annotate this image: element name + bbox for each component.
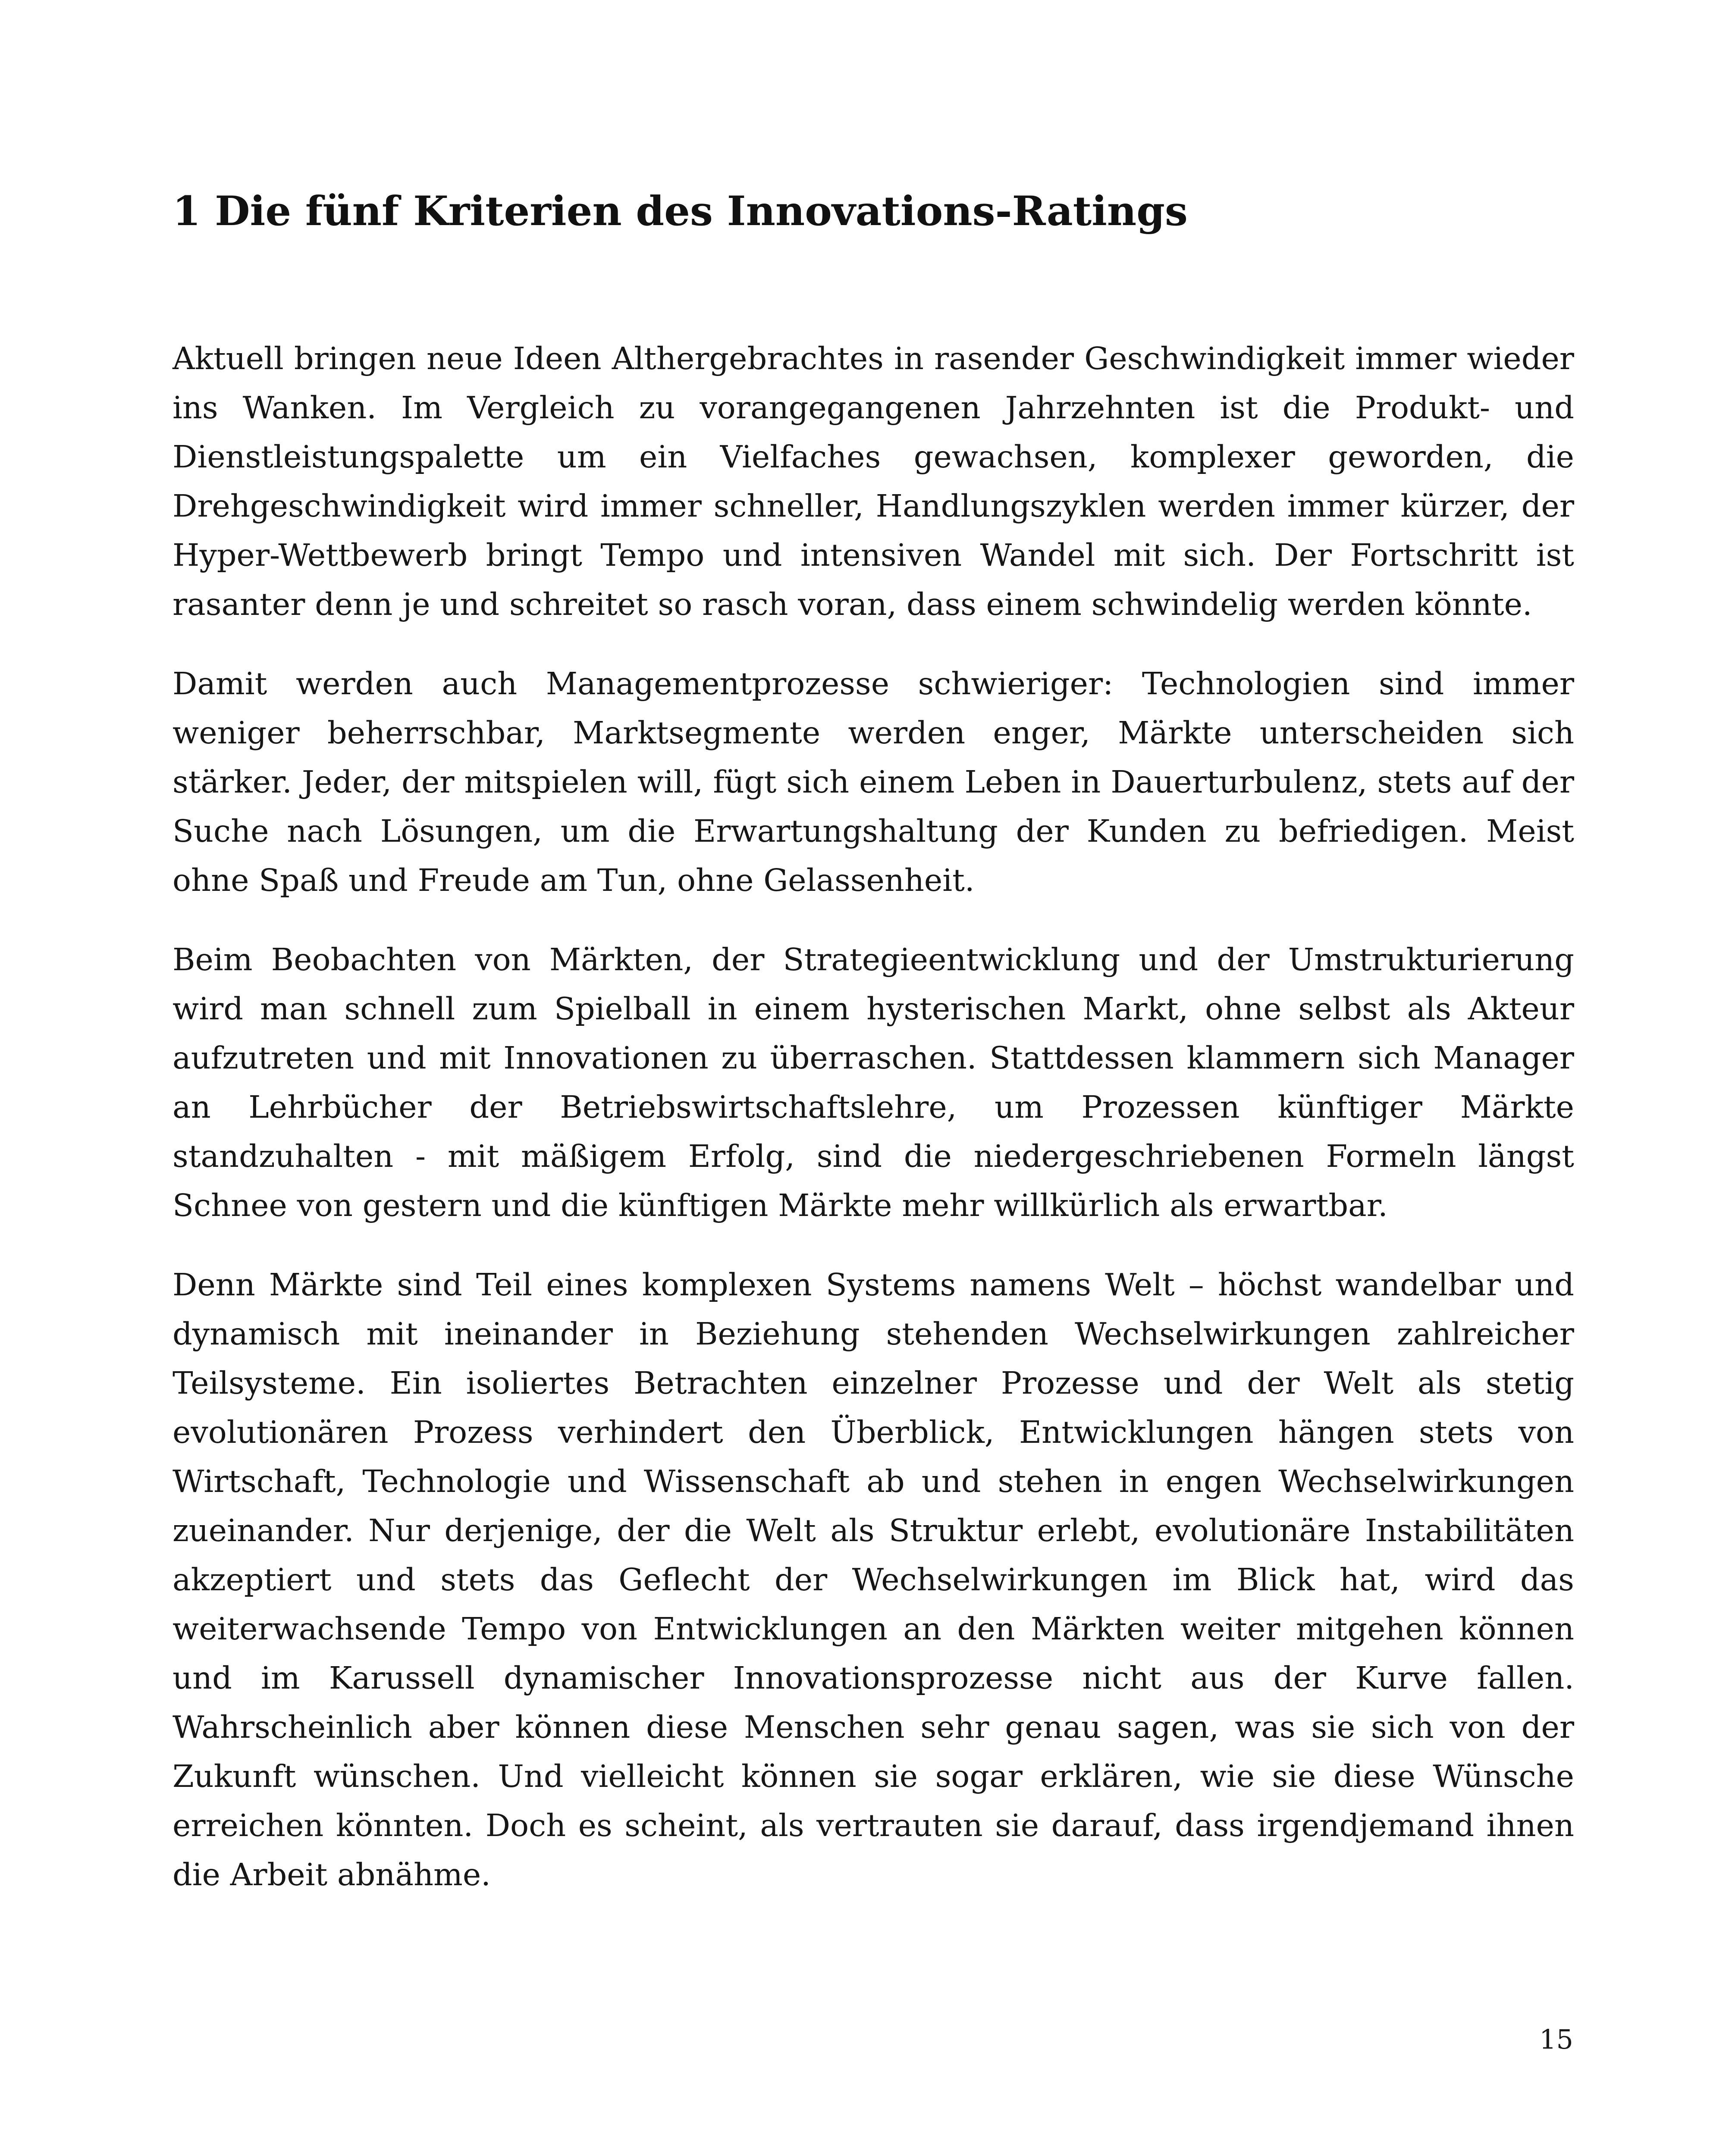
paragraph-4: Denn Märkte sind Teil eines komplexen Systems namens Welt – höchst wandelbar und dynamisch mit ineinander in Beziehung stehenden Wechselwirkungen zahlreicher Teilsysteme. Ein isoliertes Betrachten einzelner Prozesse und der Welt als stetig evolutionären Prozess verhindert den Überblick, Entwicklungen hängen stets von Wirtschaft, Technologie und Wissenschaft ab und stehen in engen Wechselwirkungen zueinander. Nur derjenige, der die Welt als Struktur erlebt, evolutionäre Instabilitäten akzeptiert und stets das Geflecht der Wechselwirkungen im Blick hat, wird das weiterwachsende Tempo von Entwicklungen an den Märkten weiter mitgehen können und im Karussell dynamischer Innovationsprozesse nicht aus der Kurve fallen. Wahrscheinlich aber können diese Menschen sehr genau sagen, was sie sich von der Zukunft wünschen. Und vielleicht können sie sogar erklären, wie sie diese Wünsche erreichen könnten. Doch es scheint, als vertrauten sie darauf, dass irgendjemand ihnen die Arbeit abnähme. bbox=[173, 1267, 1574, 1893]
page-content bbox=[173, 185, 1574, 1930]
paragraph-1: Aktuell bringen neue Ideen Althergebrachtes in rasender Geschwindigkeit immer wieder ins Wanken. Im Vergleich zu vorangegangenen Jahrzehnten ist die Produkt- und Dienstleistungspalette um ein Vielfaches gewachsen, komplexer geworden, die Drehgeschwindigkeit wird immer schneller, Handlungszyklen werden immer kürzer, der Hyper-Wettbewerb bringt Tempo und intensiven Wandel mit sich. Der Fortschritt ist rasanter denn je und schreitet so rasch voran, dass einem schwindelig werden könnte. bbox=[173, 341, 1574, 622]
paragraph-2: Damit werden auch Managementprozesse schwieriger: Technologien sind immer weniger beherrschbar, Marktsegmente werden enger, Märkte unterscheiden sich stärker. Jeder, der mitspielen will, fügt sich einem Leben in Dauerturbulenz, stets auf der Suche nach Lösungen, um die Erwartungshaltung der Kunden zu befriedigen. Meist ohne Spaß und Freude am Tun, ohne Gelassenheit. bbox=[173, 666, 1574, 898]
page-number: 15 bbox=[1539, 2024, 1573, 2055]
chapter-title: 1 Die fünf Kriterien des Innovations-Ratings bbox=[173, 188, 1188, 235]
paragraph-3: Beim Beobachten von Märkten, der Strategieentwicklung und der Umstrukturierung wird man schnell zum Spielball in einem hysterischen Markt, ohne selbst als Akteur aufzutreten und mit Innovationen zu überraschen. Stattdessen klammern sich Manager an Lehrbücher der Betriebswirtschaftslehre, um Prozessen künftiger Märkte standzuhalten - mit mäßigem Erfolg, sind die niedergeschriebenen Formeln längst Schnee von gestern und die künftigen Märkte mehr willkürlich als erwartbar. bbox=[173, 942, 1574, 1223]
body-text bbox=[173, 334, 1574, 1899]
